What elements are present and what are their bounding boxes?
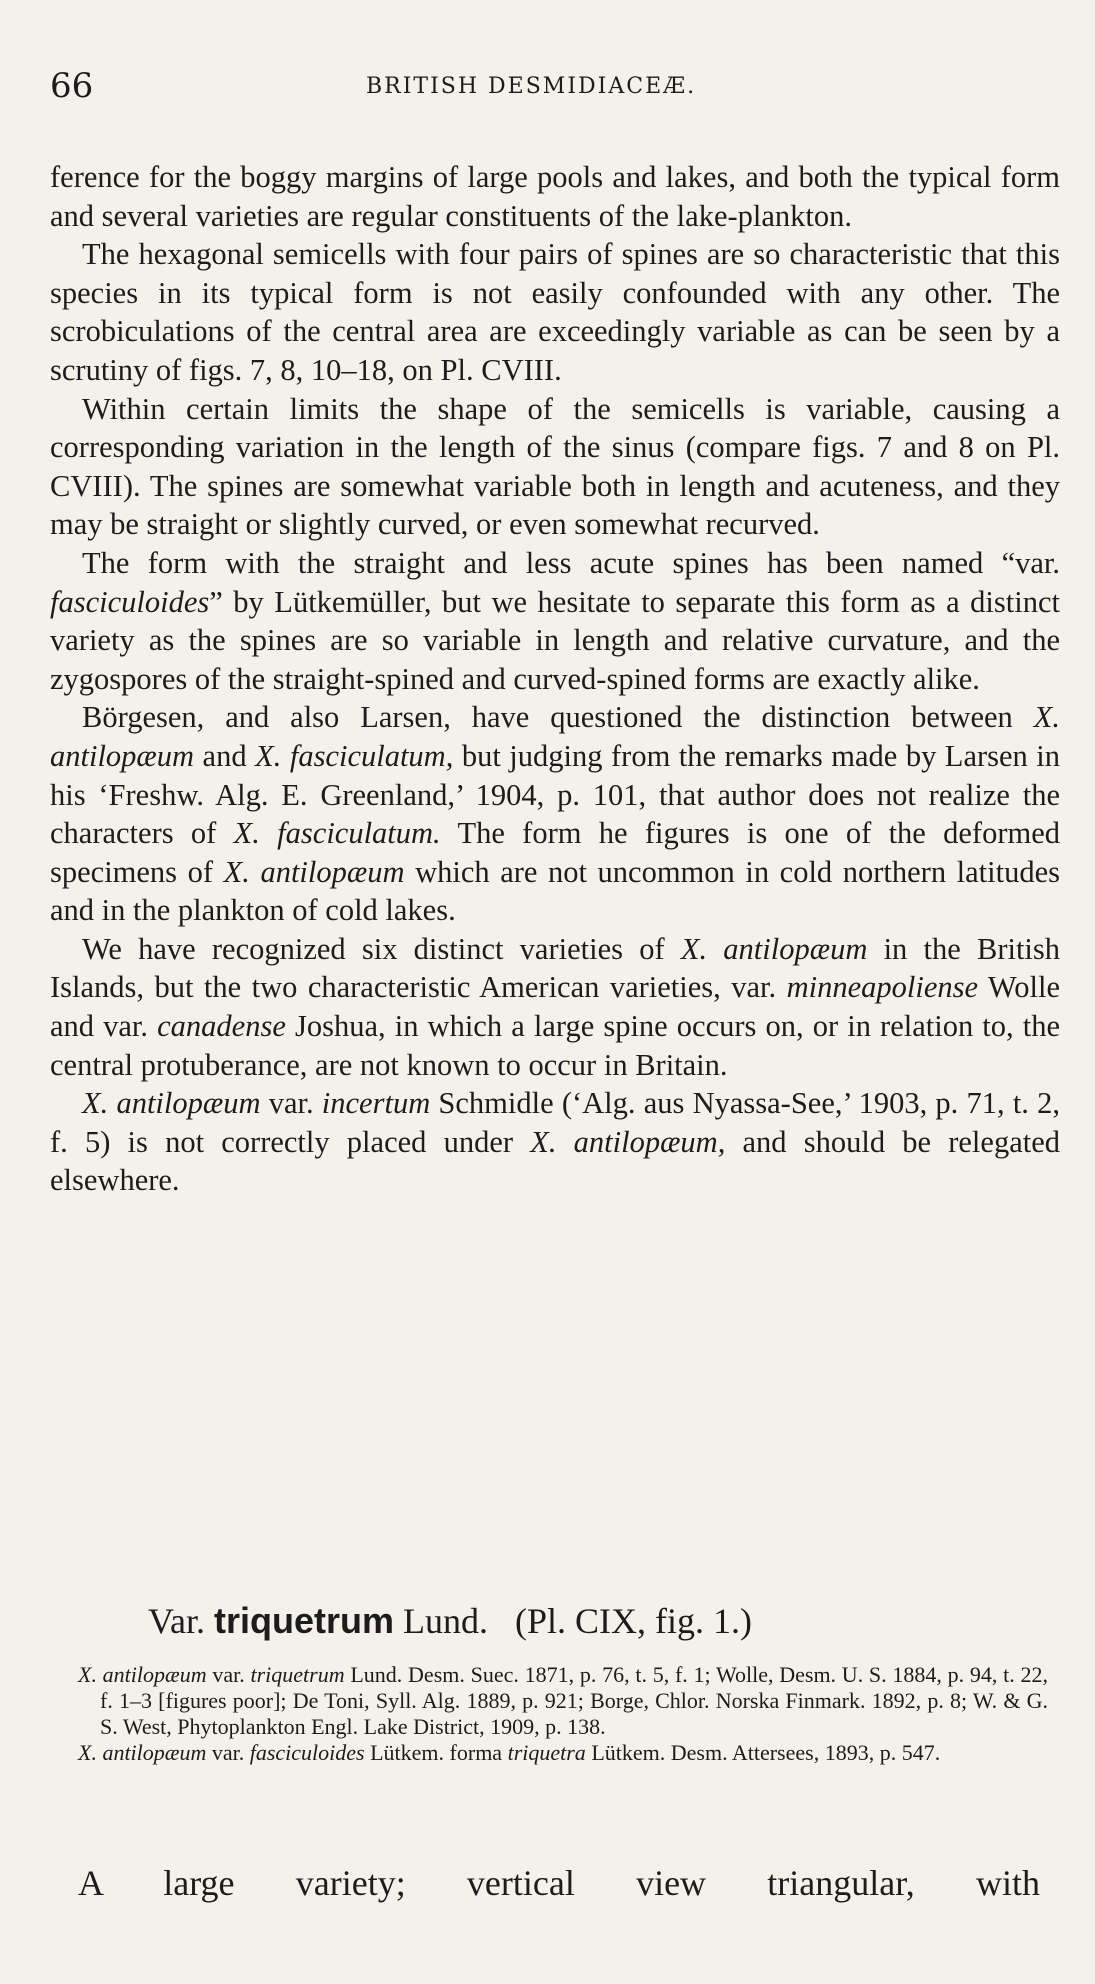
text-run: Lütkem. forma	[370, 1740, 503, 1765]
italic-term: X. antilopæum	[223, 854, 405, 889]
variety-prefix: Var.	[148, 1601, 205, 1641]
text-run: We have recognized six distinct varieties of	[82, 931, 665, 966]
synonymy-references	[78, 1662, 1048, 1766]
text-run: and	[202, 738, 247, 773]
reference-1	[78, 1662, 1048, 1740]
text-run: Schmidle (‘Alg. aus Nyassa-See,’ 1903, p. 71, t. 2, f. 5) is not correctly placed under	[50, 1086, 1060, 1159]
italic-term: X. antilopæum	[82, 1086, 261, 1121]
plate-reference: (Pl. CIX, fig. 1.)	[515, 1601, 752, 1641]
paragraph-3: Within certain limits the shape of the semicells is variable, causing a corresponding variation in the length of the sinus (compare figs. 7 and 8 on Pl. CVIII). The spines are somewhat variable both in length and acuteness, and they may be straight or slightly curved, or even somewhat recurved.	[50, 391, 1060, 542]
body-text	[50, 158, 1060, 1200]
description-start: A large variety; vertical view triangular, with	[78, 1863, 1040, 1903]
italic-term: X. antilopæum	[50, 700, 1061, 773]
text-run: The form he figures is one of the deformed specimens of	[50, 816, 1060, 889]
italic-term: triquetrum	[250, 1662, 345, 1687]
italic-term: minneapoliense	[786, 970, 979, 1005]
paragraph-7	[50, 1084, 1060, 1200]
italic-term: triquetra	[507, 1740, 586, 1765]
text-run: var.	[211, 1740, 245, 1765]
text-run: Lund. Desm. Suec. 1871, p. 76, t. 5, f. 1; Wolle, Desm. U. S. 1884, p. 94, t. 22, f. 1–3 [figures poor]; De Toni, Syll. Alg. 1889, p. 921; Borge, Chlor. Norska Finmark. 1892, p. 8; W. & G. S. West, Phytoplankton Engl. Lake District, 1909, p. 138.	[100, 1662, 1049, 1739]
paragraph-5	[50, 698, 1060, 930]
italic-term: canadense	[157, 1009, 286, 1044]
italic-term: X. fasciculatum.	[233, 816, 441, 851]
italic-term: X. antilopæum,	[530, 1124, 726, 1159]
paragraph-1: ference for the boggy margins of large pools and lakes, and both the typical form and several varieties are regular constituents of the lake-plankton.	[50, 160, 1060, 233]
text-run: ” by Lütkemüller, but we hesitate to separate this form as a distinct variety as the spines are so variable in length and relative curvature, and the zygospores of the straight-spined and curved-spined forms are exactly alike.	[50, 584, 1060, 696]
text-run: The form with the straight and less acute spines has been named “var.	[82, 545, 1060, 580]
variety-name: triquetrum	[214, 1600, 394, 1641]
page-number: 66	[50, 66, 94, 106]
text-run: Lütkem. Desm. Attersees, 1893, p. 547.	[591, 1740, 941, 1765]
page-header	[50, 66, 1050, 116]
italic-term: incertum	[321, 1086, 431, 1121]
italic-term: X. antilopæum	[78, 1740, 207, 1765]
paragraph-2: The hexagonal semicells with four pairs of spines are so characteristic that this species in its typical form is not easily confounded with any other. The scrobiculations of the central area are exceedingly variable as can be seen by a scrutiny of figs. 7, 8, 10–18, on Pl. CVIII.	[50, 237, 1060, 387]
italic-term: X. antilopæum	[78, 1662, 207, 1687]
italic-term: fasciculoides	[249, 1740, 365, 1765]
variety-heading	[148, 1600, 752, 1642]
text-run: which are not uncommon in cold northern latitudes and in the plankton of cold lakes.	[50, 854, 1060, 928]
paragraph-4	[50, 544, 1060, 698]
text-run: Joshua, in which a large spine occurs on, or in relation to, the central protuberance, are not known to occur in Britain.	[50, 1009, 1061, 1082]
running-title: BRITISH DESMIDIACEÆ.	[366, 74, 697, 99]
text-run: Börgesen, and also Larsen, have questioned the distinction between	[82, 700, 1013, 735]
italic-term: fasciculoides	[50, 584, 210, 619]
text-run: and should be relegated elsewhere.	[50, 1124, 1060, 1198]
text-run: var.	[268, 1086, 314, 1121]
reference-2	[78, 1740, 1048, 1766]
text-run: Wolle and var.	[50, 970, 1061, 1044]
paragraph-6	[50, 930, 1060, 1084]
text-run: in the British Islands, but the two characteristic American varieties, var.	[50, 931, 1061, 1005]
variety-author: Lund.	[403, 1601, 488, 1641]
italic-term: X. fasciculatum,	[255, 738, 454, 773]
text-run: var.	[212, 1662, 245, 1687]
text-run: but judging from the remarks made by Larsen in his ‘Freshw. Alg. E. Greenland,’ 1904, p. 101, that author does not realize the characters of	[50, 738, 1061, 851]
italic-term: X. antilopæum	[680, 931, 868, 966]
